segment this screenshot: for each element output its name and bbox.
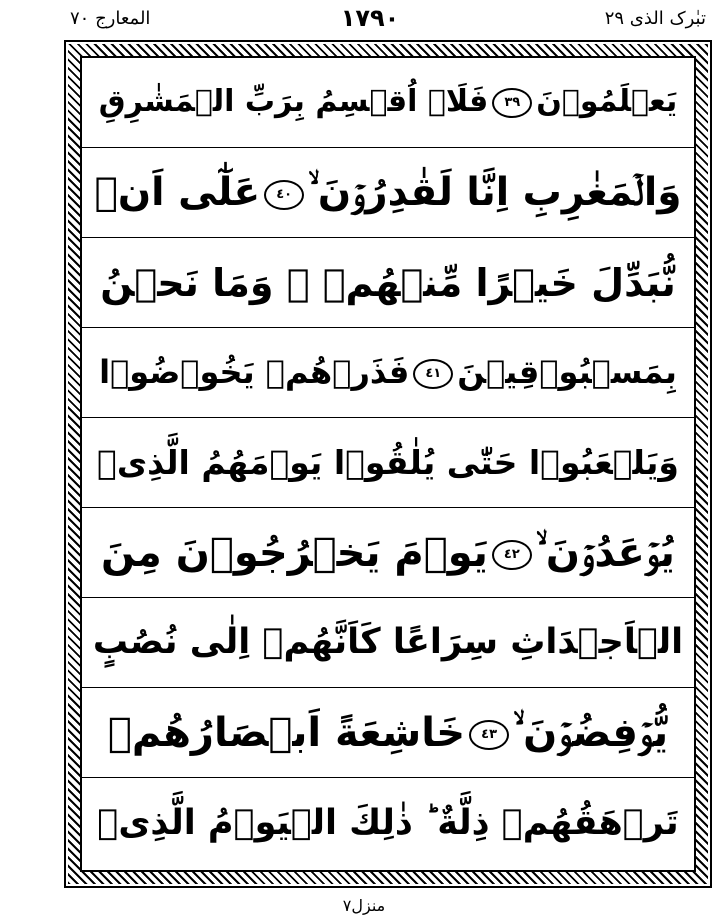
manzil-footer: منزل۷ [342, 896, 386, 915]
line-text: يُّوۡفِضُوۡنَ ۙ [513, 709, 669, 756]
ayah-marker: ٤١ [413, 359, 453, 389]
ayah-marker: ٤٢ [492, 540, 532, 570]
text-line [80, 238, 696, 328]
line-text: يُوۡعَدُوۡنَ ۙ [535, 529, 675, 576]
text-line [80, 58, 696, 148]
ayah-marker: ٤٠ [264, 180, 304, 210]
ayah-marker: ٤٣ [469, 720, 509, 750]
line-text: الۡاَجۡدَاثِ سِرَاعًا كَاَنَّهُمۡ اِلٰى نُصُبٍ [92, 622, 684, 662]
line-text: بِمَسۡبُوۡقِيۡنَ [457, 353, 677, 391]
line-text: خَاشِعَةً اَبۡصَارُهُمۡ [107, 709, 466, 756]
surah-name: المعارج ۷۰ [70, 8, 151, 29]
text-line [80, 598, 696, 688]
line-text: عَلٰٓى اَنۡ [94, 170, 261, 215]
line-text: فَلَاۤ اُقۡسِمُ بِرَبِّ الۡمَشٰرِقِ [98, 84, 489, 120]
page-number: ١٧٩٠ [340, 4, 400, 32]
ayah-marker: ٣٩ [492, 88, 532, 118]
page-header [0, 0, 728, 40]
text-line [80, 688, 696, 778]
line-text: وَيَلۡعَبُوۡا حَتّٰى يُلٰقُوۡا يَوۡمَهُمُ الَّذِىۡ [97, 443, 679, 482]
text-line [80, 418, 696, 508]
text-line [80, 148, 696, 238]
line-text: تَرۡهَقُهُمۡ ذِلَّةٌ ؕ ذٰلِكَ الۡيَوۡمُ الَّذِىۡ [97, 802, 679, 843]
text-line [80, 778, 696, 868]
text-line [80, 328, 696, 418]
juz-name: تبٰرک الذی ۲۹ [604, 8, 706, 29]
line-text: يَعۡلَمُوۡنَ [536, 84, 678, 120]
text-line [80, 508, 696, 598]
line-text: فَذَرۡهُمۡ يَخُوۡضُوۡا [99, 353, 410, 391]
line-text: يَوۡمَ يَخۡرُجُوۡنَ مِنَ [101, 529, 488, 576]
line-text: نُّبَدِّلَ خَيۡرًا مِّنۡهُمۡ ۙ وَمَا نَحۡنُ [100, 260, 676, 305]
line-text: وَالۡمَغٰرِبِ اِنَّا لَقٰدِرُوۡنَ ۙ [308, 170, 682, 215]
